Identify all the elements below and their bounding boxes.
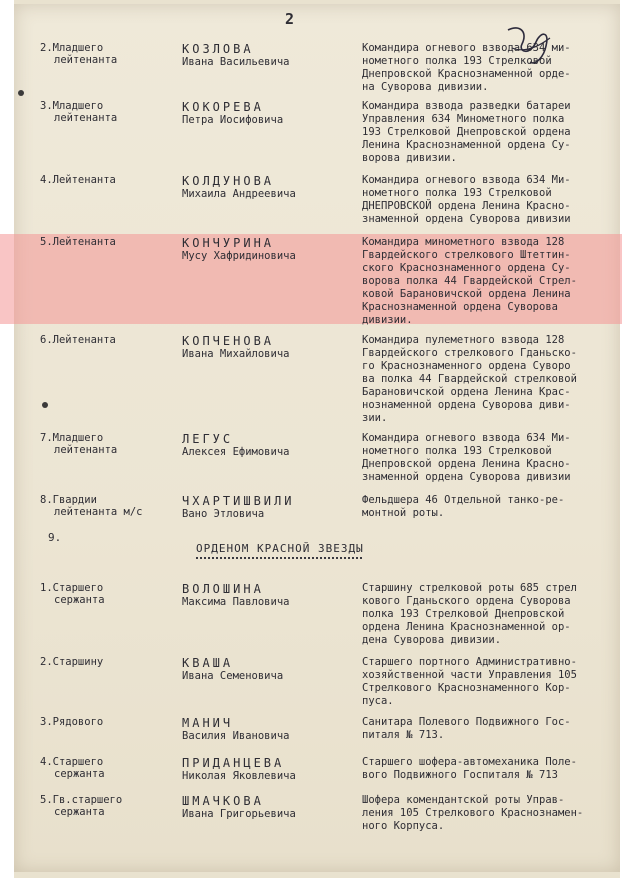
rank-line: 4.Старшего bbox=[40, 756, 104, 768]
given-name: Ивана Васильевича bbox=[182, 56, 290, 68]
rank-line: лейтенанта bbox=[54, 444, 118, 456]
surname: ЧХАРТИШВИЛИ bbox=[182, 494, 295, 508]
surname: ШМАЧКОВА bbox=[182, 794, 264, 808]
given-name: Ивана Михайловича bbox=[182, 348, 290, 360]
page-number: 2 bbox=[285, 10, 295, 28]
surname: ПРИДАНЦЕВА bbox=[182, 756, 285, 770]
given-name: Ивана Семеновича bbox=[182, 670, 284, 682]
rank-line: 5.Лейтенанта bbox=[40, 236, 116, 248]
rank bbox=[40, 656, 170, 668]
surname: КВАША bbox=[182, 656, 234, 670]
person-name bbox=[182, 794, 362, 820]
rank bbox=[40, 756, 170, 780]
rank-line: сержанта bbox=[54, 768, 105, 780]
surname: КОЗЛОВА bbox=[182, 42, 254, 56]
binder-hole-mark bbox=[18, 90, 24, 96]
rank-line: лейтенанта bbox=[54, 54, 118, 66]
person-name bbox=[182, 236, 362, 262]
given-name: Николая Яковлевича bbox=[182, 770, 296, 782]
surname: КОПЧЕНОВА bbox=[182, 334, 275, 348]
rank bbox=[40, 794, 170, 818]
rank-line: 7.Младшего bbox=[40, 432, 104, 444]
person-name bbox=[182, 100, 362, 126]
rank-line: 6.Лейтенанта bbox=[40, 334, 116, 346]
person-name bbox=[182, 756, 362, 782]
position-text: Командира взвода разведки батареи Управления 634 Минометного полка 193 Стрелковой Днепровской ордена Ленина Краснознаменной ордена Су- ворова дивизии. bbox=[362, 100, 571, 164]
person-name bbox=[182, 716, 362, 742]
rank-line: 4.Лейтенанта bbox=[40, 174, 116, 186]
position-text: Командира минометного взвода 128 Гвардейского стрелкового Штеттин- ского Краснознаменного ордена Су- ворова полка 44 Гвардейской Стрел- ковой Барановичской ордена Ленина Краснознаменной ордена Суворова дивизии. bbox=[362, 236, 577, 326]
person-name bbox=[182, 432, 362, 458]
surname: МАНИЧ bbox=[182, 716, 234, 730]
given-name: Петра Иосифовича bbox=[182, 114, 284, 126]
surname: КОКОРЕВА bbox=[182, 100, 264, 114]
binder-hole-mark bbox=[42, 402, 48, 408]
position-text: Старшего шофера-автомеханика Поле- вого Подвижного Госпиталя № 713 bbox=[362, 756, 577, 781]
section-heading: ОРДЕНОМ КРАСНОЙ ЗВЕЗДЫ bbox=[196, 542, 364, 555]
position-text: Командира огневого взвода 634 Ми- нометного полка 193 Стрелковой Днепровской ордена Ленина Красно- знаменной ордена Суворова дивизии bbox=[362, 432, 571, 483]
given-name: Ивана Григорьевича bbox=[182, 808, 296, 820]
rank bbox=[40, 432, 170, 456]
position-text: Старшину стрелковой роты 685 стрел кового Гданьского ордена Суворова полка 193 Стрелковой Днепровской ордена Ленина Краснознаменной ор- дена Суворова дивизии. bbox=[362, 582, 577, 646]
rank-line: 3.Рядового bbox=[40, 716, 104, 728]
person-name bbox=[182, 174, 362, 200]
position-text: Командира огневого взвода 634 Ми- нометного полка 193 Стрелковой ДНЕПРОВСКОЙ ордена Ленина Красно- знаменной ордена Суворова дивизии bbox=[362, 174, 571, 225]
person-name bbox=[182, 334, 362, 360]
surname: КОЛДУНОВА bbox=[182, 174, 275, 188]
surname: ЛЕГУС bbox=[182, 432, 234, 446]
rank-line: сержанта bbox=[54, 806, 105, 818]
list-number: 9. bbox=[48, 531, 62, 544]
given-name: Михаила Андреевича bbox=[182, 188, 296, 200]
person-name bbox=[182, 42, 362, 68]
rank bbox=[40, 174, 170, 186]
rank bbox=[40, 716, 170, 728]
given-name: Мусу Хафридиновича bbox=[182, 250, 296, 262]
surname: ВОЛОШИНА bbox=[182, 582, 264, 596]
rank bbox=[40, 236, 170, 248]
person-name bbox=[182, 656, 362, 682]
rank bbox=[40, 42, 170, 66]
position-text: Шофера комендантской роты Управ- ления 105 Стрелкового Краснознамен- ного Корпуса. bbox=[362, 794, 584, 832]
rank bbox=[40, 494, 170, 518]
given-name: Максима Павловича bbox=[182, 596, 290, 608]
rank-line: лейтенанта м/с bbox=[54, 506, 143, 518]
rank-line: сержанта bbox=[54, 594, 105, 606]
rank-line: 2.Старшину bbox=[40, 656, 104, 668]
position-text: Командира огневого взвода 634 ми- нометного полка 193 Стрелковой Днепровской Краснознаменной орде- на Суворова дивизии. bbox=[362, 42, 571, 93]
left-margin bbox=[0, 0, 14, 878]
rank-line: 8.Гвардии bbox=[40, 494, 97, 506]
position-text: Фельдшера 46 Отдельной танко-ре- монтной роты. bbox=[362, 494, 565, 519]
rank-line: 2.Младшего bbox=[40, 42, 104, 54]
rank-line: 1.Старшего bbox=[40, 582, 104, 594]
rank bbox=[40, 100, 170, 124]
position-text: Командира пулеметного взвода 128 Гвардейского стрелкового Гданьско- го Краснознаменного ордена Суворо ва полка 44 Гвардейской стрелковой Барановичской ордена Ленина Крас- нознаменной ордена Суворова диви- зии. bbox=[362, 334, 577, 424]
position-text: Старшего портного Административно- хозяйственной части Управления 105 Стрелкового Краснознаменного Кор- пуса. bbox=[362, 656, 577, 707]
person-name bbox=[182, 582, 362, 608]
rank-line: 3.Младшего bbox=[40, 100, 104, 112]
rank bbox=[40, 582, 170, 606]
given-name: Алексея Ефимовича bbox=[182, 446, 290, 458]
surname: КОНЧУРИНА bbox=[182, 236, 275, 250]
given-name: Василия Ивановича bbox=[182, 730, 290, 742]
rank bbox=[40, 334, 170, 346]
rank-line: 5.Гв.старшего bbox=[40, 794, 123, 806]
person-name bbox=[182, 494, 362, 520]
position-text: Санитара Полевого Подвижного Гос- питаля № 713. bbox=[362, 716, 571, 741]
rank-line: лейтенанта bbox=[54, 112, 118, 124]
given-name: Вано Этловича bbox=[182, 508, 265, 520]
section-underline bbox=[196, 557, 362, 559]
